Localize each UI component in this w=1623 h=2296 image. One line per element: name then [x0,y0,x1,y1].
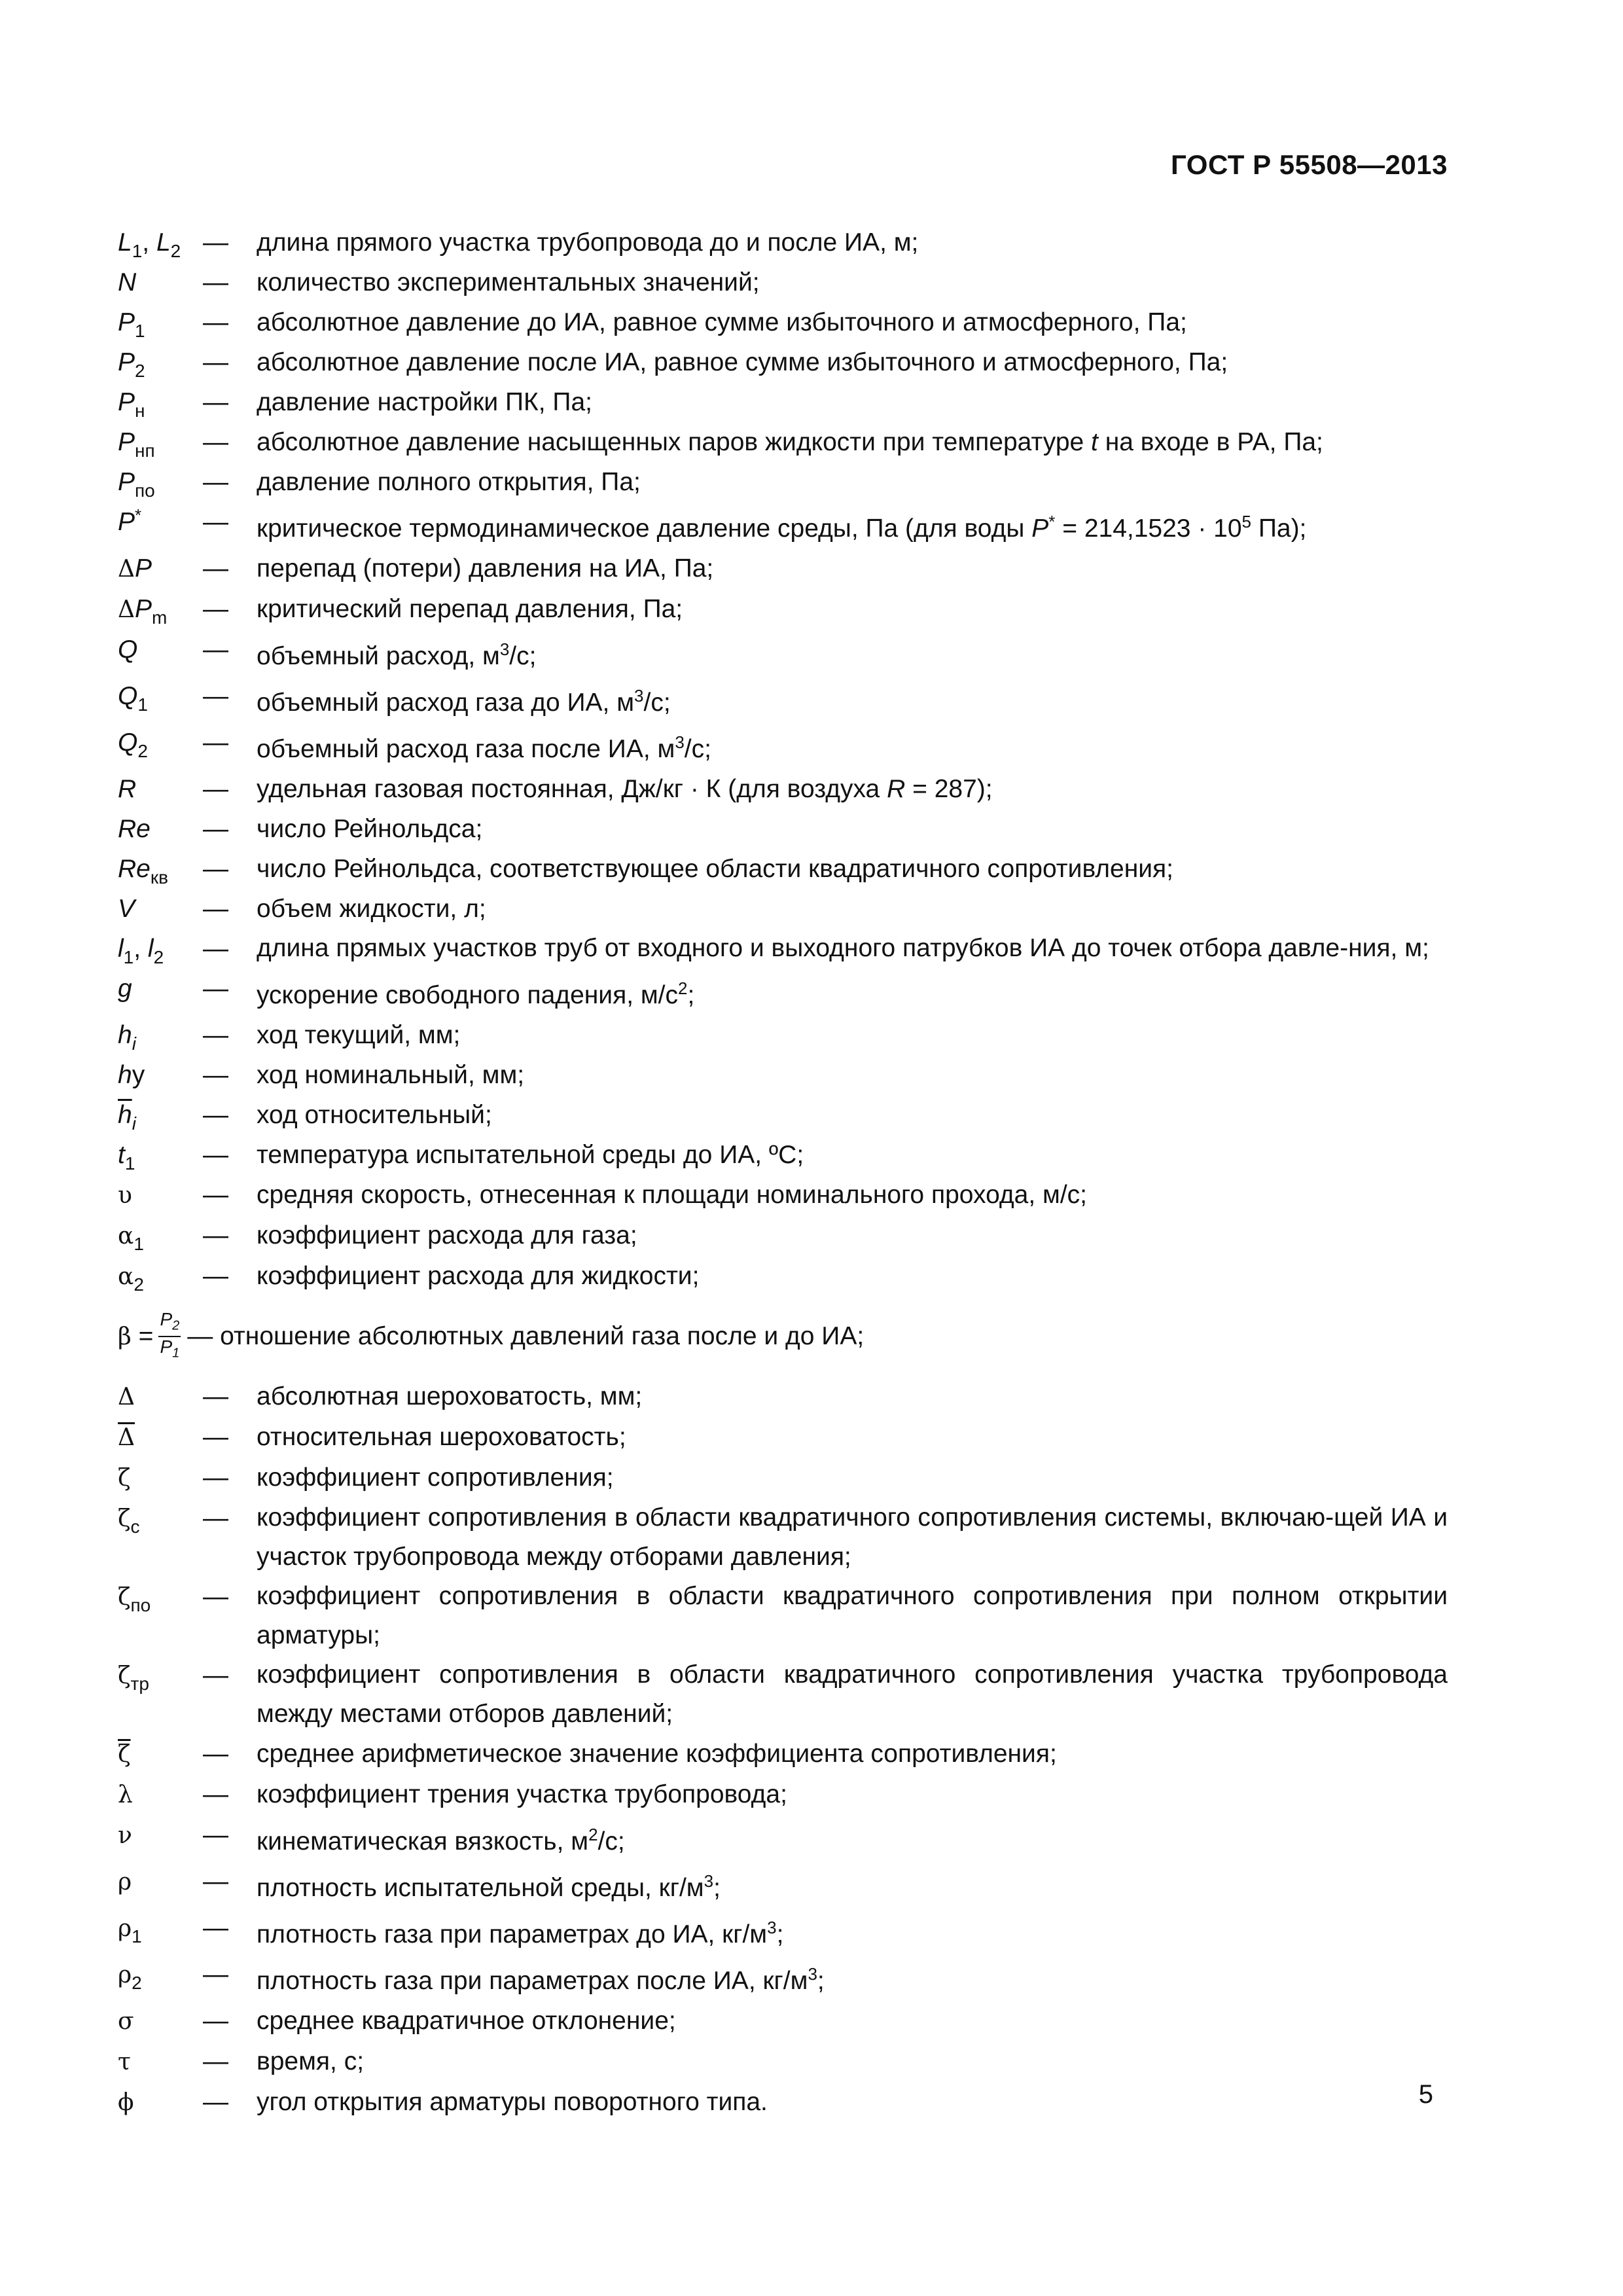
description: ход номинальный, мм; [257,1061,525,1089]
symbol: ϕ [118,2089,134,2116]
symbol: λ [118,1782,133,1808]
dash: — [203,348,228,376]
text: ускорение свободного падения, м/с [257,981,679,1009]
text: кинематическая вязкость, м [257,1827,589,1856]
description [257,422,1448,462]
symbol: ζ [118,1465,131,1492]
dash: — [203,308,228,336]
symbol: τ [118,2049,131,2075]
symbol: $h_i$ [118,1021,136,1054]
description [257,1815,1448,1861]
symbol: σ [118,2008,134,2035]
list-item [118,589,1448,630]
list-item [118,723,1448,769]
list-item [118,1577,1448,1655]
document-header: ГОСТ Р 55508—2013 [1171,149,1448,180]
list-item [118,1734,1448,1774]
list-item [118,502,1448,548]
description: абсолютное давление до ИА, равное сумме избыточного и атмосферного, Па; [257,308,1187,336]
dash: — [203,728,228,757]
symbol: $P_2$ [118,348,145,381]
dash: — [203,268,228,296]
exponent: 2 [678,978,688,998]
list-item [118,1954,1448,2001]
description: абсолютное давление после ИА, равное сумме избыточного и атмосферного, Па; [257,348,1228,376]
list-item [118,889,1448,929]
dash: — [203,1867,228,1895]
description [257,1908,1448,1954]
variable: P [1031,514,1049,543]
list-item [118,1417,1448,1458]
dash: — [203,228,228,257]
dash: — [203,1661,228,1689]
text: ; [776,1920,784,1948]
symbol: g [118,975,132,1003]
symbol: $\overline{h}_i$ [118,1101,136,1134]
symbol: υ [118,1182,132,1209]
symbol: V [118,895,135,923]
symbol: $P_{по}$ [118,468,155,501]
dash: — [203,1504,228,1532]
symbol: $\zeta_c$ [118,1505,140,1537]
symbol: $\alpha_1$ [118,1223,144,1254]
dash: — [203,855,228,883]
dash: — [203,1821,228,1849]
dash: — [203,1262,228,1290]
dash: — [203,1960,228,1988]
dash: — [203,975,228,1003]
dash: — [203,1221,228,1249]
text: Па); [1251,514,1307,543]
text: удельная газовая постоянная, Дж/кг · К (для воздуха [257,775,887,803]
dash: — [203,1914,228,1942]
text: /с; [684,735,711,763]
dash: — [203,1463,228,1492]
description: — отношение абсолютных давлений газа после и до ИА; [187,1322,865,1350]
text: объемный расход газа до ИА, м [257,689,635,717]
text: ; [713,1874,721,1902]
list-item [118,2041,1448,2082]
text: ; [817,1967,825,1995]
text: /с; [643,689,671,717]
list-item [118,849,1448,889]
list-item [118,262,1448,302]
dash: — [203,2088,228,2116]
description: коэффициент сопротивления; [257,1463,614,1492]
description: давление настройки ПК, Па; [257,388,592,416]
list-item [118,1815,1448,1861]
symbol: $\zeta_{тр}$ [118,1662,149,1694]
list-item [118,809,1448,849]
description: количество экспериментальных значений; [257,268,760,296]
description: коэффициент сопротивления в области квадратичного сопротивления участка трубопровода между местами отборов давлений; [257,1660,1448,1728]
description: критический перепад давления, Па; [257,595,683,623]
symbol: $P_{нп}$ [118,428,155,461]
text: абсолютное давление насыщенных паров жидкости при температуре [257,428,1092,456]
exponent: 3 [634,686,644,706]
symbol: Δ [118,1384,135,1410]
text: = 287); [905,775,993,803]
variable: t [1091,428,1098,456]
text: /с; [509,642,537,670]
description: коэффициент сопротивления в области квадратичного сопротивления системы, включаю-щей ИА и участок трубопровода между отборами давления; [257,1503,1448,1571]
list-item [118,969,1448,1015]
symbol: $\Delta P_m$ [118,595,168,628]
description [257,1861,1448,1908]
list-item [118,462,1448,502]
description: средняя скорость, отнесенная к площади номинального прохода, м/с; [257,1181,1088,1209]
description: среднее арифметическое значение коэффициента сопротивления; [257,1740,1057,1768]
description: число Рейнольдса; [257,815,483,843]
list-item [118,1655,1448,1734]
symbol: ν [118,1822,132,1849]
dash: — [203,775,228,803]
dash: — [203,682,228,710]
description: критическое термодинамическое давление среды, Па (для воды $P^* = 214,1523 \cdot 10^5$ Па); [257,512,1307,543]
list-item [118,1861,1448,1908]
dash: — [203,636,228,664]
description: длина прямого участка трубопровода до и после ИА, м; [257,228,919,257]
symbol: $L_1$, $L_2$ [118,228,181,261]
list-item [118,223,1448,262]
list-item [118,1498,1448,1577]
dash: — [203,595,228,623]
description [257,630,1448,676]
symbol: R [118,775,137,803]
dash: — [203,935,228,963]
dash: — [203,1423,228,1451]
description: число Рейнольдса, соответствующее области квадратичного сопротивления; [257,855,1173,883]
description: абсолютная шероховатость, мм; [257,1382,643,1410]
symbol: $\zeta_{по}$ [118,1584,151,1615]
dash: — [203,468,228,496]
list-item [118,676,1448,723]
description: коэффициент расхода для газа; [257,1221,637,1249]
list-item [118,548,1448,589]
list-item [118,2001,1448,2041]
exponent: 3 [704,1871,714,1891]
symbol: N [118,268,137,296]
description [257,769,1448,809]
description: ход относительный; [257,1101,492,1129]
exponent: 3 [675,732,685,752]
dash: — [203,388,228,416]
list-item [118,1376,1448,1417]
description [257,723,1448,769]
dash: — [203,428,228,456]
description: угол открытия арматуры поворотного типа. [257,2088,768,2116]
dash: — [203,2047,228,2075]
list-item [118,342,1448,382]
symbol: $\rho_2$ [118,1962,142,1993]
list-item [118,769,1448,809]
text: плотность испытательной среды, кг/м [257,1874,704,1902]
description [257,676,1448,723]
text: объемный расход газа после ИА, м [257,735,675,763]
dash: — [203,1181,228,1209]
description [257,1954,1448,2001]
description: относительная шероховатость; [257,1423,626,1451]
text: критическое термодинамическое давление среды, Па (для воды [257,514,1032,543]
dash: — [203,1583,228,1611]
symbol: ρ [118,1869,132,1895]
symbol: P* [118,505,142,536]
exponent: 3 [499,639,510,659]
list-item [118,1256,1448,1297]
symbol: β [118,1323,132,1350]
variable: R [887,775,906,803]
symbol: $\alpha_2$ [118,1263,144,1295]
description: коэффициент трения участка трубопровода; [257,1780,787,1808]
symbol: $t_1$ [118,1141,135,1174]
description: температура испытательной среды до ИА, ºС; [257,1141,804,1169]
dash: — [203,1740,228,1768]
symbol: $\rho_1$ [118,1915,142,1946]
description: коэффициент расхода для жидкости; [257,1262,700,1290]
exponent: 5 [1241,512,1252,531]
text: = 214,1523 · 10 [1055,514,1242,543]
dash: — [203,2007,228,2035]
symbol: $P_1$ [118,308,145,341]
list-item [118,302,1448,342]
dash: — [203,895,228,923]
dash: — [203,1021,228,1049]
description: длина прямых участков труб от входного и выходного патрубков ИА до точек отбора давле-ния, м; [257,934,1429,962]
symbol: $Q_2$ [118,728,148,761]
description: время, с; [257,2047,365,2075]
list-item [118,422,1448,462]
list-item [118,382,1448,422]
symbol: Re [118,815,151,843]
list-item [118,1095,1448,1135]
exponent: 2 [588,1825,598,1844]
symbol: $Re_{кв}$ [118,855,168,888]
symbol: $Q_1$ [118,682,148,715]
text: плотность газа при параметрах после ИА, кг/м [257,1967,808,1995]
symbol: $P_н$ [118,388,145,421]
list-item [118,1055,1448,1095]
dash: — [203,1382,228,1410]
text: /с; [597,1827,625,1856]
list-item [118,1135,1448,1175]
exponent: 3 [767,1918,777,1937]
text: объемный расход, м [257,642,500,670]
list-item [118,1774,1448,1815]
description [257,969,1448,1015]
list-item-beta [118,1297,1448,1376]
list-item [118,1015,1448,1055]
dash: — [203,1141,228,1169]
list-item [118,1215,1448,1256]
symbol: $l_1$, $l_2$ [118,935,164,967]
text: ; [687,981,695,1009]
dash: — [203,508,228,536]
denominator: $P_1$ [160,1336,180,1361]
list-item [118,929,1448,969]
dash: — [203,1780,228,1808]
list-item [118,2082,1448,2123]
dash: — [203,1101,228,1129]
fraction [158,1310,181,1363]
list-item [118,1908,1448,1954]
dash: — [203,1061,228,1089]
description: давление полного открытия, Па; [257,468,641,496]
numerator: $P_2$ [158,1310,181,1337]
description: перепад (потери) давления на ИА, Па; [257,554,714,583]
description: коэффициент сопротивления в области квадратичного сопротивления при полном открытии арматуры; [257,1582,1448,1649]
dash: — [203,815,228,843]
text: на входе в РА, Па; [1097,428,1323,456]
list-item [118,630,1448,676]
dash: — [203,554,228,583]
symbol: Q [118,636,138,664]
equals-sign: = [131,1322,154,1350]
description: ход текущий, мм; [257,1021,461,1049]
list-item [118,1175,1448,1215]
exponent: 3 [808,1964,817,1984]
text: плотность газа при параметрах до ИА, кг/м [257,1920,768,1948]
symbol: $\overline{\zeta}$ [118,1741,131,1768]
description: среднее квадратичное отклонение; [257,2007,676,2035]
page-number: 5 [1418,2080,1433,2109]
symbol: hy [118,1061,145,1089]
symbol-list [118,223,1448,2123]
symbol: ΔP [118,554,152,583]
description: объем жидкости, л; [257,895,486,923]
symbol: $\overline{\Delta}$ [118,1424,135,1451]
list-item [118,1458,1448,1498]
